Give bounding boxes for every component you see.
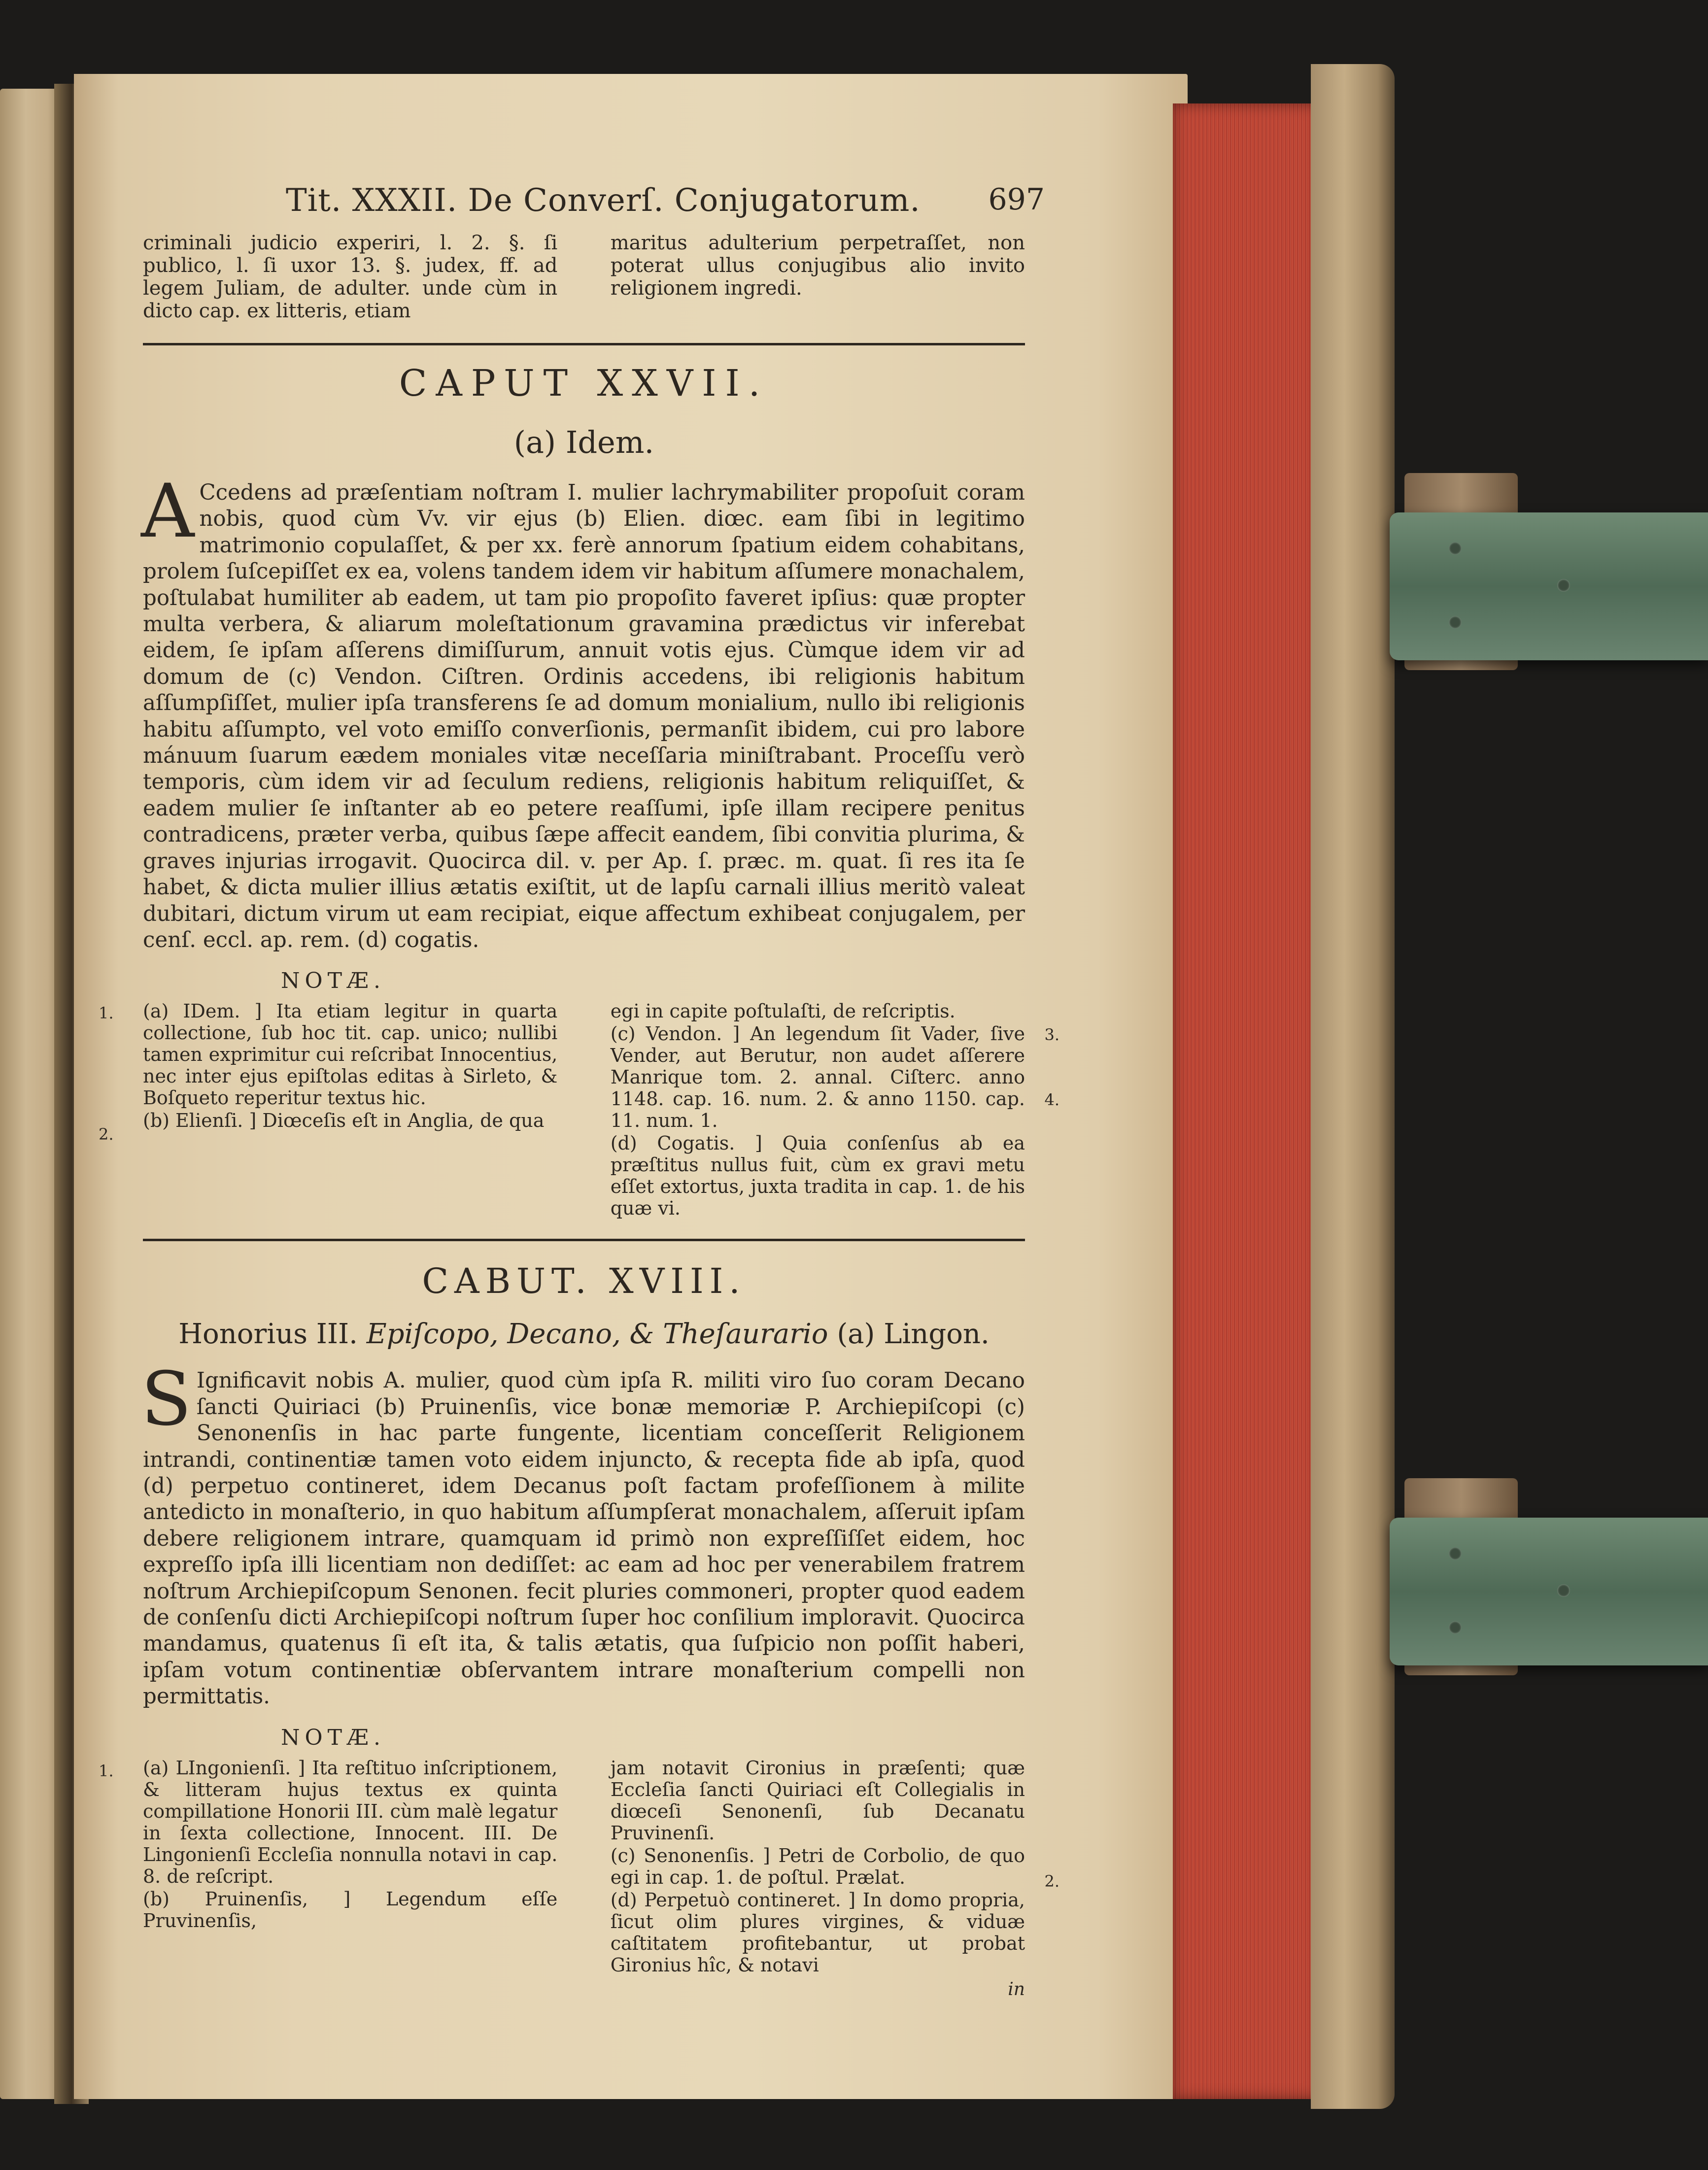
- cover-board-edge: [1311, 64, 1395, 2109]
- chapter-body: Ignificavit nobis A. mulier, quod cùm ipſa R. militi viro ſuo coram Decano ſancti Quiriaci (b) Pruinenſis, vice bonæ memoriæ P. Archiepiſcopi (c) Senonenſis in hac parte fungente, licentiam conceſſerit Religionem intrandi, continentiæ tamen voto eidem injuncto, & recepta fide ab ipſa, quod (d) perpetuo contineret, idem Decanus poſt factam profeſſionem à milite antedicto in monaſterio, in quo habitum aſſumpſerat monachalem, aſſeruit ipſam debere religionem intrare, quamquam id primò non expreſſiſſet eidem, hoc expreſſo ipſa illi licentiam non dediſſet: ac eam ad hoc per venerabilem fratrem noſtrum Archiepiſcopum Senonen. fecit pluries commoneri, propter quod eadem de conſenſu dicti Archiepiſcopi noſtrum ſuper hoc conſilium imploravit. Quocirca mandamus, quatenus ſi eſt ita, & talis ætatis, qua ſuſpicio non poſſit haberi, ipſam votum continentiæ obſervantem intrare monaſterium compelli non permittatis.: [143, 1368, 1025, 1709]
- note-item: (a) LIngonienſi. ] Ita reſtituo inſcriptionem, & litteram hujus textus ex quinta compillatione Honorii III. cùm malè legatur in ſexta collectione, Innocent. III. De Lingonienſi Eccleſia nonnulla notavi in cap. 8. de reſcript.: [143, 1757, 558, 1887]
- note-item: (a) IDem. ] Ita etiam legitur in quarta collectione, ſub hoc tit. cap. unico; nullibi tamen exprimitur cui reſcribat Innocentius, nec inter ejus epiſtolas editas à Sirleto, & Boſqueto reperitur textus hic.: [143, 1000, 558, 1109]
- note-item: (d) Cogatis. ] Quia conſenſus ab ea præſtitus nullus fuit, cùm ex gravi metu eſſet extortus, juxta tradita in cap. 1. de his quæ vi.: [610, 1132, 1025, 1220]
- drop-capital: A: [141, 469, 195, 554]
- note-item: (b) Elienſi. ] Diœceſis eſt in Anglia, de qua: [143, 1110, 545, 1132]
- clasp-strap-bottom-icon: [1390, 1518, 1708, 1665]
- chapter-text: [141, 469, 1025, 953]
- rivet-icon: [1557, 579, 1570, 592]
- addressees: Epiſcopo, Decano, & Theſaurario: [366, 1318, 828, 1351]
- red-fore-edge: [1173, 103, 1321, 2099]
- divider-rule: [143, 343, 1025, 345]
- notes-block: [99, 1757, 1059, 2000]
- divider-rule: [143, 1239, 1025, 1241]
- running-head: [143, 182, 1045, 232]
- notes-heading: NOTÆ.: [281, 1725, 385, 1750]
- margin-number: 1.: [99, 1761, 114, 1780]
- margin-number: 2.: [1044, 1871, 1059, 1891]
- rivet-icon: [1449, 616, 1462, 629]
- margin-number: 1.: [99, 1004, 114, 1023]
- running-title: Tit. XXXII. De Converſ. Conjugatorum.: [286, 182, 921, 219]
- note-item: jam notavit Cironius in præſenti; quæ Eccleſia ſancti Quiriaci eſt Collegialis in diœceſi Senonenſi, ſub Decanatu Pruvinenſi.: [610, 1757, 1025, 1844]
- margin-number: 2.: [99, 1125, 114, 1144]
- margin-number: 4.: [1044, 1090, 1059, 1110]
- rivet-icon: [1449, 1547, 1462, 1560]
- chapter-subheading: (a) Idem.: [513, 424, 654, 460]
- chapter-subheading: [143, 1318, 1025, 1350]
- top-continuation: [143, 232, 1025, 324]
- page-number: 697: [988, 182, 1045, 217]
- rivet-icon: [1557, 1584, 1570, 1597]
- clasp-strap-top-icon: [1390, 512, 1708, 660]
- catchword: in: [1008, 1979, 1025, 2000]
- note-item: (c) Vendon. ] An legendum ſit Vader, ſive Vender, aut Berutur, non audet aſſerere Manrique tom. 2. annal. Ciſterc. anno 1148. cap. 16. num. 2. & anno 1150. cap. 11. num. 1.: [610, 1023, 1025, 1132]
- see-name: (a) Lingon.: [837, 1318, 990, 1351]
- page-text: [99, 182, 1059, 2000]
- pope-name: Honorius III.: [178, 1318, 358, 1351]
- margin-number: 3.: [1044, 1025, 1059, 1045]
- drop-capital: S: [141, 1356, 192, 1443]
- note-item: (d) Perpetuò contineret. ] In domo propria, ſicut olim plures virgines, & viduæ caſtitatem profitebantur, ut probat Gironius hîc, & notavi: [610, 1889, 1025, 1976]
- note-item: (b) Pruinenſis, ] Legendum eſſe Pruvinenſis,: [143, 1888, 558, 1932]
- top-right-text: maritus adulterium perpetraſſet, non poterat ullus conjugibus alio invito religionem ingredi.: [610, 232, 1025, 300]
- rivet-icon: [1449, 1621, 1462, 1634]
- note-item: (c) Senonenſis. ] Petri de Corbolio, de quo egi in cap. 1. de poſtul. Prælat.: [610, 1844, 1025, 1888]
- chapter-body: Ccedens ad præſentiam noſtram I. mulier lachrymabiliter propoſuit coram nobis, quod cùm Vv. vir ejus (b) Elien. diœc. eam ſibi in legitimo matrimonio copulaſſet, & per xx. ferè annorum ſpatium eidem cohabitans, prolem ſuſcepiſſet ex ea, volens tandem idem vir habitum aſſumere monachalem, poſtulabat humiliter ab eadem, ut tam pio propoſito faveret ipſius: quæ propter multa verbera, & aliarum moleſtationum gravamina prædictus vir inferebat eidem, ſe ipſam aſſerens dimiſſurum, annuit votis ejus. Cùmque idem vir ad domum de (c) Vendon. Ciſtren. Ordinis accedens, ibi religionis habitum aſſumpſiſſet, mulier ipſa transferens ſe ad domum monialium, nullo ibi religionis habitu aſſumpto, vel voto emiſſo converſionis, permanſit ibidem, cui pro labore mánuum ſuarum eædem moniales vitæ neceſſaria miniſtrabant. Proceſſu verò temporis, cùm idem vir ad ſeculum rediens, religionis habitum reliquiſſet, & eadem mulier ſe inſtanter ab eo petere reaſſumi, ipſe illam recipere penitus contradicens, præter verba, quibus ſæpe affecit eandem, ſibi convitia plurima, & graves injurias irrogavit. Quocirca dil. v. per Ap. ſ. præc. m. quat. ſi res ita ſe habet, & dicta mulier illius ætatis exiſtit, ut de lapſu carnali illius meritò valeat dubitari, dictum virum ut eam recipiat, eique affectum exhibeat conjugalem, per cenſ. eccl. ap. rem. (d) cogatis.: [143, 480, 1025, 952]
- chapter-heading: CAPUT XXVII.: [399, 362, 769, 405]
- rivet-icon: [1449, 542, 1462, 555]
- notes-block: [99, 1000, 1059, 1220]
- chapter-heading: CABUT. XVIII.: [422, 1261, 746, 1302]
- note-item: egi in capite poſtulaſti, de reſcriptis.: [610, 1000, 956, 1022]
- notes-heading: NOTÆ.: [281, 968, 385, 994]
- chapter-text: [141, 1356, 1025, 1710]
- top-left-text: criminali judicio experiri, l. 2. §. ſi publico, l. ſi uxor 13. §. judex, ff. ad legem Juliam, de adulter. unde cùm in dicto cap. ex litteris, etiam: [143, 232, 558, 322]
